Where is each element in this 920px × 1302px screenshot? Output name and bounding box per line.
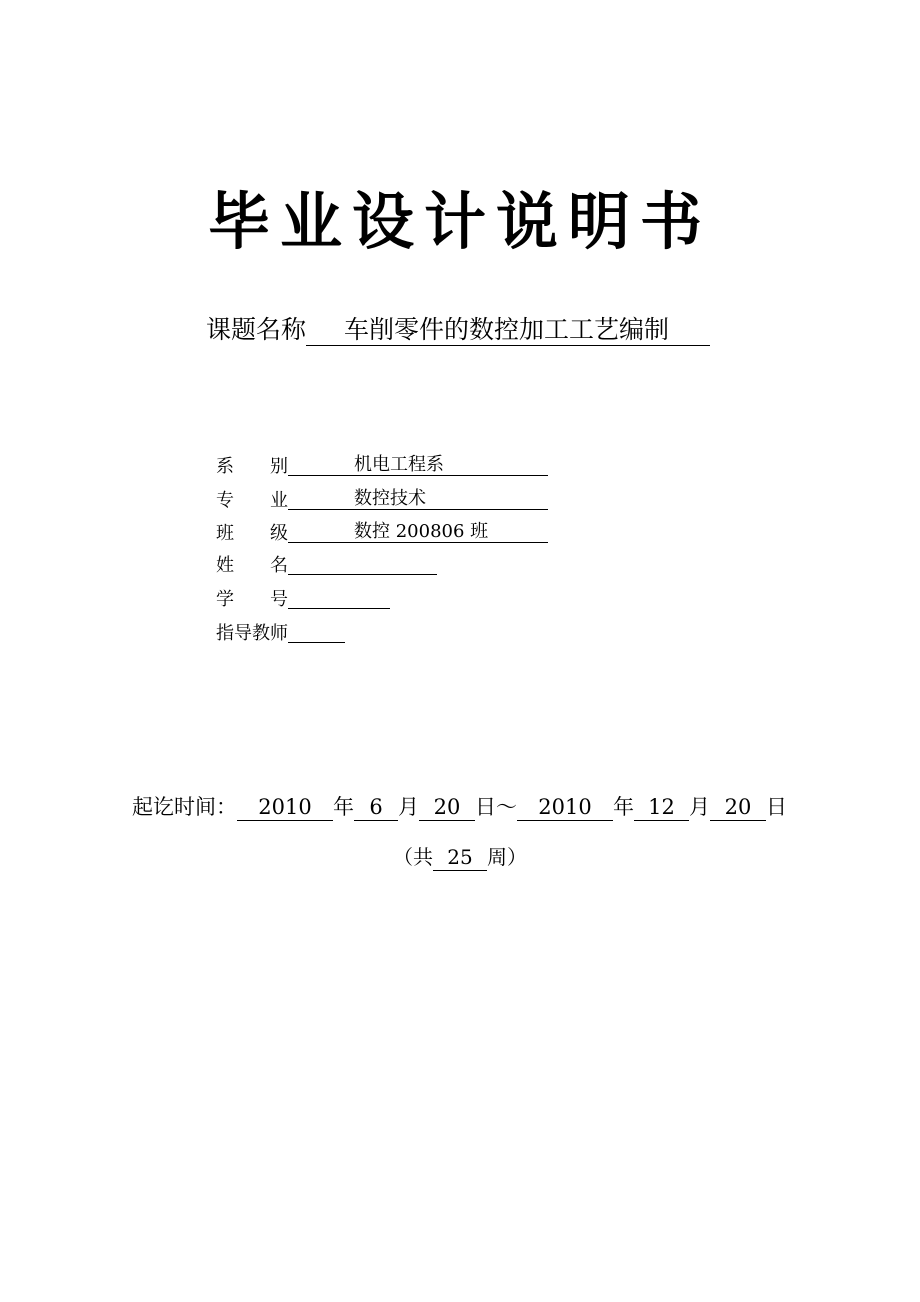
field-advisor	[216, 621, 345, 647]
end-month-unit: 月	[689, 795, 710, 819]
document-title: 毕业设计说明书	[207, 185, 712, 258]
topic-value: 车削零件的数控加工工艺编制	[306, 316, 710, 346]
department-value: 机电工程系	[288, 454, 548, 476]
major-label: 专 业	[216, 490, 288, 511]
major-value: 数控技术	[288, 488, 548, 510]
field-name	[216, 553, 437, 579]
field-major	[216, 488, 548, 514]
start-year: 2010	[237, 794, 333, 821]
name-label: 姓 名	[216, 555, 288, 576]
weeks-row	[0, 842, 920, 872]
class-value: 数控 200806 班	[288, 521, 548, 543]
start-day: 20	[419, 794, 475, 821]
start-month: 6	[354, 794, 398, 821]
class-label: 班 级	[216, 523, 288, 544]
period-label: 起讫时间：	[132, 795, 237, 819]
end-day-unit: 日	[766, 795, 787, 819]
advisor-value	[288, 621, 345, 643]
period-row	[132, 791, 787, 823]
student-id-value	[288, 587, 390, 609]
start-day-unit: 日	[475, 795, 496, 819]
weeks-count: 25	[433, 844, 487, 871]
student-id-label: 学 号	[216, 589, 288, 610]
end-month: 12	[634, 794, 689, 821]
advisor-label: 指导教师	[216, 623, 288, 644]
name-value	[288, 553, 437, 575]
end-year: 2010	[517, 794, 613, 821]
topic-label: 课题名称	[206, 315, 307, 344]
field-class	[216, 521, 548, 547]
period-separator: ～	[496, 795, 517, 819]
end-year-unit: 年	[613, 795, 634, 819]
topic-row	[206, 313, 710, 347]
weeks-open: （共	[393, 845, 433, 869]
start-month-unit: 月	[398, 795, 419, 819]
weeks-close: 周）	[487, 845, 527, 869]
start-year-unit: 年	[333, 795, 354, 819]
field-student-id	[216, 587, 390, 613]
field-department	[216, 454, 548, 480]
end-day: 20	[710, 794, 766, 821]
department-label: 系 别	[216, 456, 288, 477]
